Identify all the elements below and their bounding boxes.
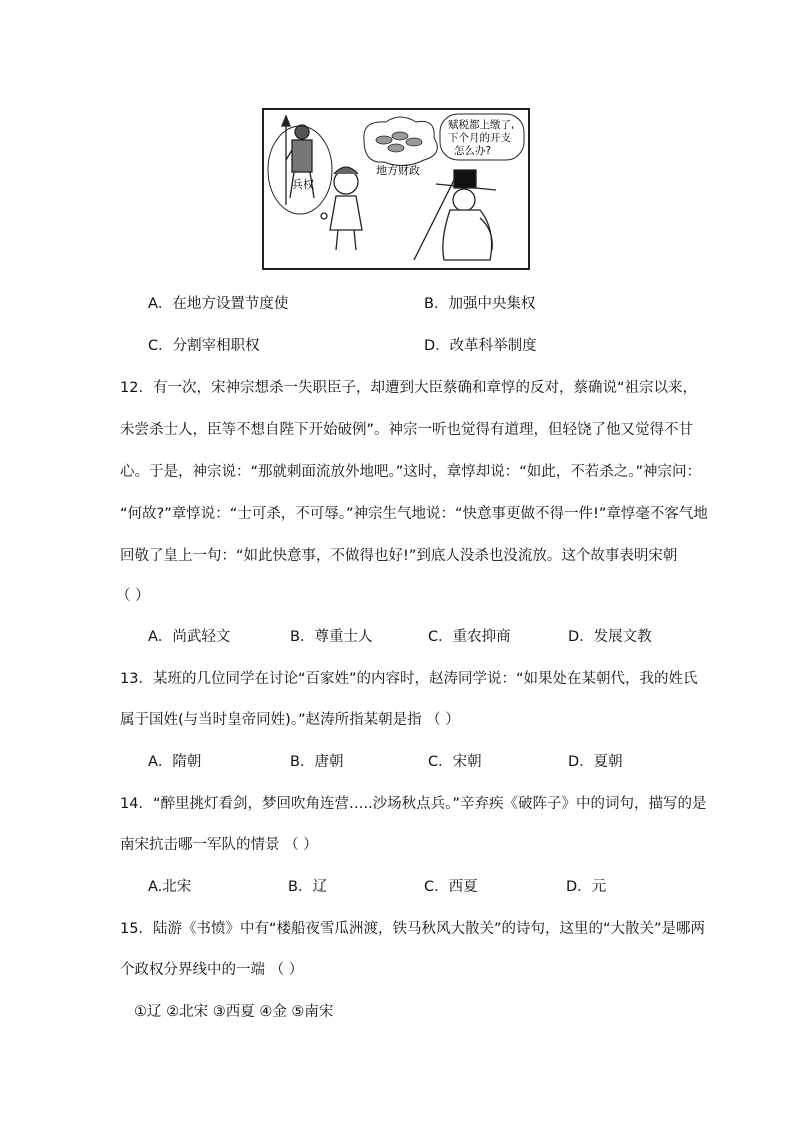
q12-option-b[interactable]: B．尊重士人 <box>290 629 373 645</box>
q13-option-d[interactable]: D．夏朝 <box>568 754 623 770</box>
q12-line-2: 未尝杀士人，臣等不想自陛下开始破例”。神宗一听也觉得有道理，但轻饶了他又觉得不甘 <box>120 422 694 438</box>
q12-option-a[interactable]: A．尚武轻文 <box>148 629 231 645</box>
soldier-label: 兵权 <box>292 178 314 191</box>
speech-line-1: 赋税都上缴了, <box>448 119 515 131</box>
speech-line-2: 下个月的开支 <box>448 132 511 144</box>
q12-line-4: “何故?”章惇说：“士可杀，不可辱。”神宗生气地说：“快意事更做不得一件!”章惇毫不客气地 <box>120 506 708 522</box>
q12-answer-blank: （ ） <box>116 588 150 604</box>
q11-option-a[interactable]: A．在地方设置节度使 <box>148 296 289 312</box>
history-cartoon <box>262 108 530 270</box>
q13-option-a[interactable]: A．隋朝 <box>148 754 202 770</box>
q13-option-c[interactable]: C．宋朝 <box>428 754 482 770</box>
cartoon-drawing <box>264 110 528 268</box>
q12-option-c[interactable]: C．重农抑商 <box>428 629 511 645</box>
q11-option-c[interactable]: C．分割宰相职权 <box>148 338 260 354</box>
q14-option-b[interactable]: B．辽 <box>288 879 327 895</box>
official-figure <box>414 170 496 260</box>
speech-line-3: 怎么办? <box>454 145 492 157</box>
thought-label: 地方财政 <box>376 164 420 177</box>
emperor-figure <box>321 167 362 250</box>
q13-line-2: 属于国姓(与当时皇帝同姓)。”赵涛所指某朝是指 （ ） <box>120 712 460 728</box>
q12-option-d[interactable]: D．发展文教 <box>568 629 652 645</box>
q13-line-1: 13．某班的几位同学在讨论“百家姓”的内容时，赵涛同学说：“如果处在某朝代，我的姓氏 <box>120 671 698 687</box>
q14-option-d[interactable]: D．元 <box>566 879 607 895</box>
q13-option-b[interactable]: B．唐朝 <box>290 754 344 770</box>
q11-option-b[interactable]: B．加强中央集权 <box>424 296 536 312</box>
q14-option-c[interactable]: C．西夏 <box>424 879 478 895</box>
q14-option-a[interactable]: A.北宋 <box>148 879 192 895</box>
q12-line-1: 12．有一次，宋神宗想杀一失职臣子，却遭到大臣蔡确和章惇的反对，蔡确说“祖宗以来， <box>120 380 697 396</box>
money-thought-cloud <box>364 117 437 166</box>
q15-line-1: 15．陆游《书愤》中有“楼船夜雪瓜洲渡，铁马秋风大散关”的诗句，这里的“大散关”是哪两 <box>120 921 705 937</box>
q12-line-5: 回敬了皇上一句：“如此快意事，不做得也好!”到底人没杀也没流放。这个故事表明宋朝 <box>120 548 678 564</box>
q12-line-3: 心。于是，神宗说：“那就刺面流放外地吧。”这时，章惇却说：“如此，不若杀之。”神宗问： <box>120 464 702 480</box>
q14-line-1: 14．“醉里挑灯看剑，梦回吹角连营…..沙场秋点兵。”辛弃疾《破阵子》中的词句，描写的是 <box>120 796 707 812</box>
q11-option-d[interactable]: D．改革科举制度 <box>424 338 537 354</box>
q14-line-2: 南宋抗击哪一军队的情景 （ ） <box>120 837 318 853</box>
q15-items: ①辽 ②北宋 ③西夏 ④金 ⑤南宋 <box>134 1004 334 1020</box>
q15-line-2: 个政权分界线中的一端 （ ） <box>120 962 304 978</box>
